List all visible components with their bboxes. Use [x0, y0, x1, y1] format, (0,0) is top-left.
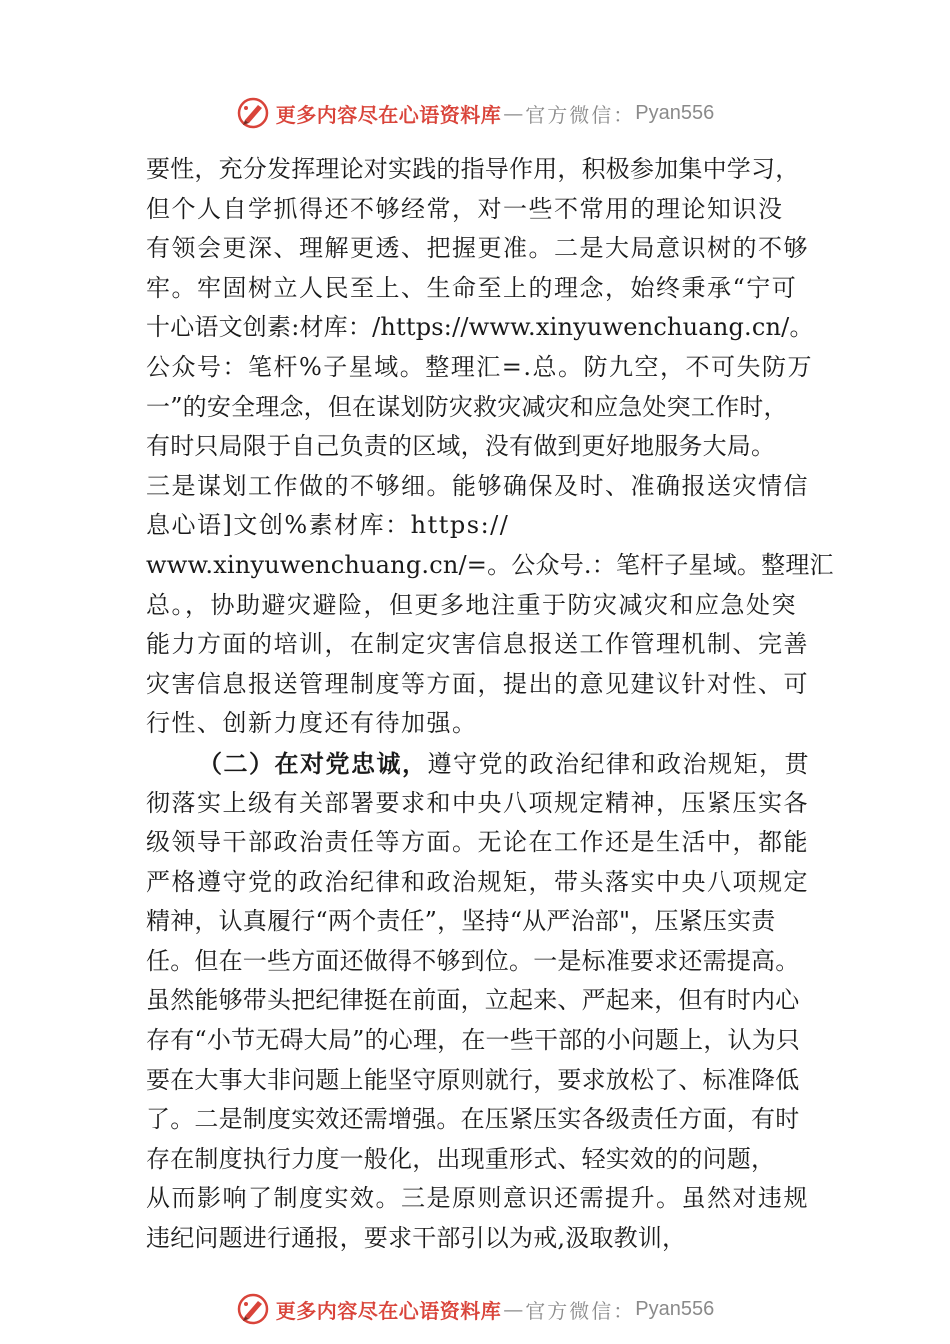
banner-wechat-label: 官方微信： [525, 1298, 636, 1323]
body-line: 任。但在一些方面还做得不够到位。一是标准要求还需提高。 [146, 946, 800, 975]
body-line: www.xinyuwenchuang.cn/=。公众号.：笔杆子星域。整理汇 [146, 550, 834, 579]
body-line: 了。二是制度实效还需增强。在压紧压实各级责任方面，有时 [146, 1105, 800, 1134]
banner-wechat-id: Pyan556 [635, 101, 715, 124]
section-first-line-text: 遵守党的政治纪律和政治规矩，贯 [427, 749, 810, 778]
brand-logo-icon [236, 1292, 270, 1326]
section-first-line [146, 744, 826, 784]
body-line: 能力方面的培训，在制定灾害信息报送工作管理机制、完善 [146, 630, 809, 659]
body-line: 息心语]文创%素材库：https:// [146, 511, 510, 540]
banner-separator: — [503, 101, 524, 125]
body-line: 存有“小节无碍大局”的心理，在一些干部的小问题上，认为只 [146, 1026, 801, 1055]
body-line: 十心语文创素:材库：/https://www.xinyuwenchuang.cn/。 [146, 313, 814, 342]
body-line: 违纪问题进行通报，要求干部引以为戒,汲取教训， [146, 1224, 687, 1253]
body-line: 严格遵守党的政治纪律和政治规矩，带头落实中央八项规定 [146, 867, 809, 896]
body-line: 有时只局限于自己负责的区域，没有做到更好地服务大局。 [146, 432, 776, 461]
body-line: 存在制度执行力度一般化，出现重形式、轻实效的的问题， [146, 1144, 776, 1173]
body-line: 总。，协助避灾避险，但更多地注重于防灾减灾和应急处突 [146, 590, 797, 619]
body-line: 三是谋划工作做的不够细。能够确保及时、准确报送灾情信 [146, 471, 809, 500]
body-line: 从而影响了制度实效。三是原则意识还需提升。虽然对违规 [146, 1184, 809, 1213]
body-line: 要在大事大非问题上能坚守原则就行，要求放松了、标准降低 [146, 1065, 800, 1094]
section-heading: （二）在对党忠诚， [198, 748, 428, 778]
document-body [146, 150, 834, 1259]
banner-wechat-label: 官方微信： [525, 102, 636, 127]
body-line: 但个人自学抓得还不够经常，对一些不常用的理论知识没 [146, 194, 784, 223]
body-line: 彻落实上级有关部署要求和中央八项规定精神，压紧压实各 [146, 788, 809, 817]
body-line: 要性，充分发挥理论对实践的指导作用，积极参加集中学习， [146, 155, 800, 183]
banner-separator: — [503, 1297, 524, 1321]
banner-text: 更多内容尽在心语资料库 [275, 1298, 502, 1323]
body-line: 公众号：笔杆%子星域。整理汇=.总。防九空，不可失防万 [146, 352, 814, 381]
body-line: 行性、创新力度还有待加强。 [146, 709, 478, 738]
banner-text: 更多内容尽在心语资料库 [275, 102, 502, 127]
banner-wechat-id: Pyan556 [635, 1297, 715, 1320]
body-line: 级领导干部政治责任等方面。无论在工作还是生活中，都能 [146, 828, 809, 857]
body-line: 精神，认真履行“两个责任”，坚持“从严治部"，压紧压实责 [146, 907, 776, 936]
body-line: 灾害信息报送管理制度等方面，提出的意见建议针对性、可 [146, 669, 809, 698]
body-line: 虽然能够带头把纪律挺在前面，立起来、严起来，但有时内心 [146, 986, 800, 1015]
body-line: 有领会更深、理解更透、把握更准。二是大局意识树的不够 [146, 234, 809, 263]
footer-banner [0, 1289, 950, 1329]
body-line: 一”的安全理念，但在谋划防灾救灾减灾和应急处突工作时， [146, 392, 788, 421]
brand-logo-icon [236, 96, 270, 130]
body-line: 牢。牢固树立人民至上、生命至上的理念，始终秉承“宁可 [146, 273, 798, 302]
header-banner [0, 93, 950, 133]
